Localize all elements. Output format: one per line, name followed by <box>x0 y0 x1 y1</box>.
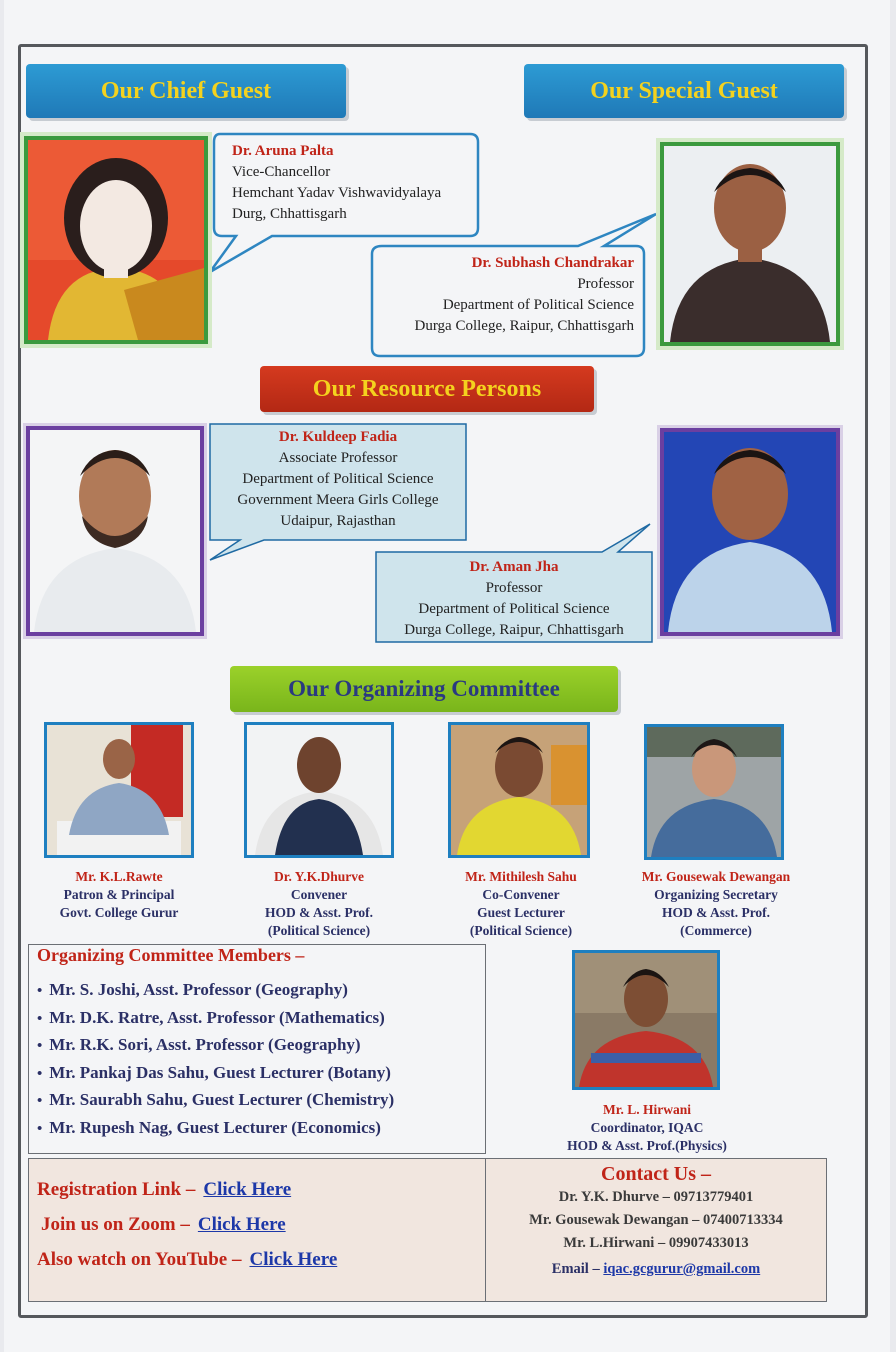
special-guest-heading: Our Special Guest <box>590 77 778 104</box>
email-label: Email – <box>551 1261 600 1277</box>
contact-box <box>485 1158 827 1302</box>
coordinator-caption <box>544 1101 750 1155</box>
portrait-image <box>247 725 391 855</box>
brochure-page <box>4 0 890 1352</box>
resource-person-1-details <box>210 427 466 532</box>
list-item: • Mr. S. Joshi, Asst. Professor (Geography) <box>37 977 394 1005</box>
committee-4-name: Mr. Gousewak Dewangan <box>641 869 791 884</box>
list-item: • Mr. Pankaj Das Sahu, Guest Lecturer (Botany) <box>37 1060 394 1088</box>
list-item: • Mr. Saurabh Sahu, Guest Lecturer (Chemistry) <box>37 1087 394 1115</box>
registration-link[interactable]: Click Here <box>203 1179 292 1200</box>
resource-person-1-department: Department of Political Science <box>242 471 434 487</box>
committee-1-institution: Govt. College Gurur <box>59 905 179 920</box>
resource-persons-heading: Our Resource Persons <box>312 375 542 402</box>
resource-person-1-name: Dr. Kuldeep Fadia <box>278 429 398 445</box>
chief-guest-photo <box>24 136 208 344</box>
committee-caption-1 <box>38 868 200 922</box>
committee-caption-3 <box>436 868 606 940</box>
chief-guest-institution: Hemchant Yadav Vishwavidyalaya <box>232 185 442 201</box>
chief-guest-name: Dr. Aruna Palta <box>232 143 334 159</box>
links-box <box>28 1158 486 1302</box>
committee-3-name: Mr. Mithilesh Sahu <box>465 869 577 884</box>
chief-guest-designation: Vice-Chancellor <box>232 164 331 180</box>
committee-4-department: (Commerce) <box>680 923 752 938</box>
members-heading: Organizing Committee Members – <box>37 945 305 965</box>
contact-email-row <box>486 1261 826 1278</box>
committee-1-name: Mr. K.L.Rawte <box>75 869 163 884</box>
resource-person-2-department: Department of Political Science <box>418 601 610 617</box>
committee-4-position: HOD & Asst. Prof. <box>661 905 771 920</box>
coordinator-role: Coordinator, IQAC <box>590 1120 704 1135</box>
members-list <box>37 977 394 1142</box>
zoom-row <box>41 1214 286 1236</box>
special-guest-department: Department of Political Science <box>442 297 634 313</box>
youtube-label: Also watch on YouTube – <box>37 1249 242 1270</box>
committee-2-name: Dr. Y.K.Dhurve <box>273 869 364 884</box>
coordinator-photo <box>572 950 720 1090</box>
resource-person-2-designation: Professor <box>485 580 543 596</box>
resource-person-1-location: Udaipur, Rajasthan <box>280 513 396 529</box>
youtube-link[interactable]: Click Here <box>249 1249 338 1270</box>
resource-person-2-details <box>378 557 650 641</box>
committee-3-department: (Political Science) <box>469 923 573 938</box>
special-guest-designation: Professor <box>577 276 634 292</box>
resource-person-1-institution: Government Meera Girls College <box>237 492 439 508</box>
special-guest-photo <box>660 142 840 346</box>
special-guest-institution: Durga College, Raipur, Chhattisgarh <box>414 318 634 334</box>
chief-guest-details <box>232 141 472 225</box>
committee-photo-2 <box>244 722 394 858</box>
chief-guest-location: Durg, Chhattisgarh <box>232 206 347 222</box>
committee-4-role: Organizing Secretary <box>654 887 778 902</box>
special-guest-name: Dr. Subhash Chandrakar <box>471 255 634 271</box>
contact-line-1: Dr. Y.K. Dhurve – 09713779401 <box>558 1189 754 1205</box>
committee-3-role: Co-Convener <box>482 887 560 902</box>
committee-members-box <box>28 944 486 1154</box>
resource-person-2-name: Dr. Aman Jha <box>469 559 559 575</box>
committee-2-position: HOD & Asst. Prof. <box>264 905 374 920</box>
committee-photo-3 <box>448 722 590 858</box>
coordinator-name: Mr. L. Hirwani <box>602 1102 691 1117</box>
portrait-image <box>47 725 191 855</box>
list-item: • Mr. R.K. Sori, Asst. Professor (Geography) <box>37 1032 394 1060</box>
list-item: • Mr. Rupesh Nag, Guest Lecturer (Economics) <box>37 1115 394 1143</box>
committee-1-role: Patron & Principal <box>63 887 175 902</box>
committee-caption-4 <box>622 868 810 940</box>
coordinator-position: HOD & Asst. Prof.(Physics) <box>567 1138 727 1153</box>
portrait-image <box>664 146 836 342</box>
organizing-committee-heading: Our Organizing Committee <box>288 676 560 701</box>
chief-guest-heading: Our Chief Guest <box>100 77 272 104</box>
special-guest-details <box>374 253 634 337</box>
committee-caption-2 <box>238 868 400 940</box>
portrait-image <box>575 953 717 1087</box>
committee-photo-1 <box>44 722 194 858</box>
resource-person-2-institution: Durga College, Raipur, Chhattisgarh <box>404 622 624 638</box>
youtube-row <box>37 1249 337 1271</box>
contact-line-2: Mr. Gousewak Dewangan – 07400713334 <box>529 1212 783 1228</box>
portrait-image <box>28 140 204 340</box>
contact-heading: Contact Us – <box>601 1163 711 1185</box>
email-link[interactable]: iqac.gcgurur@gmail.com <box>603 1261 761 1277</box>
resource-person-1-photo <box>26 426 204 636</box>
committee-2-role: Convener <box>290 887 348 902</box>
portrait-image <box>664 432 836 632</box>
committee-2-department: (Political Science) <box>267 923 371 938</box>
contact-line-3: Mr. L.Hirwani – 09907433013 <box>563 1235 749 1251</box>
committee-3-position: Guest Lecturer <box>477 905 565 920</box>
resource-person-2-photo <box>660 428 840 636</box>
portrait-image <box>451 725 587 855</box>
zoom-link[interactable]: Click Here <box>197 1214 286 1235</box>
resource-person-1-designation: Associate Professor <box>278 450 398 466</box>
portrait-image <box>647 727 781 857</box>
registration-label: Registration Link – <box>37 1179 196 1200</box>
list-item: • Mr. D.K. Ratre, Asst. Professor (Mathematics) <box>37 1005 394 1033</box>
registration-row <box>37 1179 291 1201</box>
zoom-label: Join us on Zoom – <box>41 1214 190 1235</box>
portrait-image <box>30 430 200 632</box>
committee-photo-4 <box>644 724 784 860</box>
